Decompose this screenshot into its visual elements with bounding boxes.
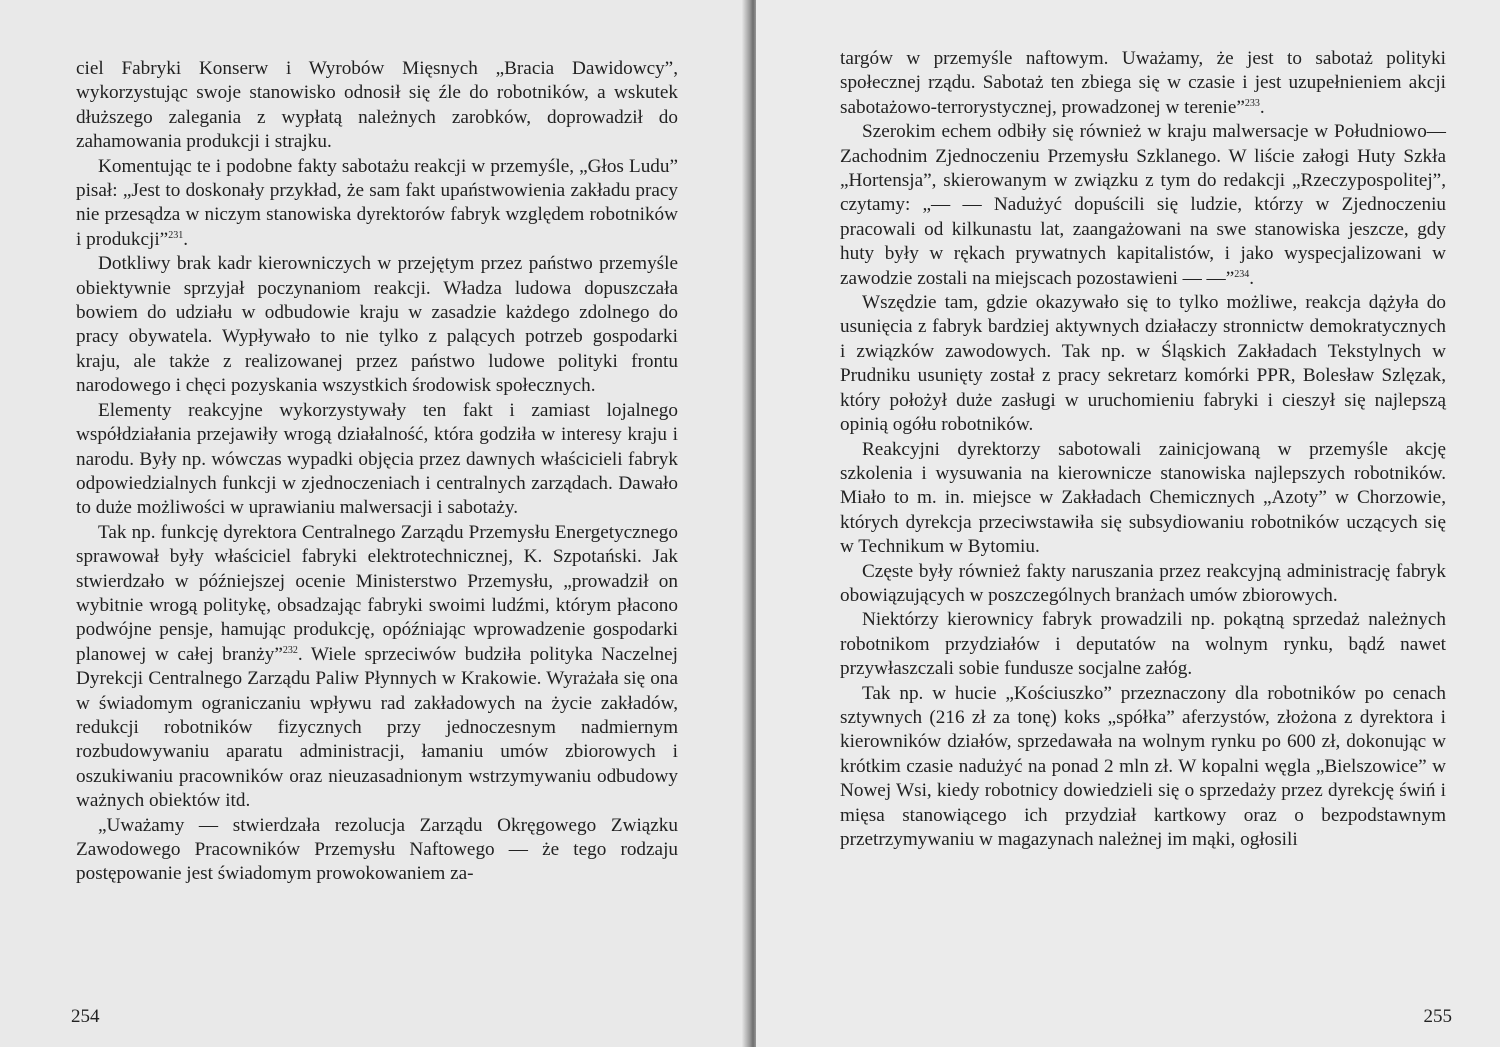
page-number-right: 255 [1423,1006,1452,1027]
left-page-text [76,57,678,887]
paragraph: Częste były również fakty naruszania przez reakcyjną administrację fabryk obowiązujących w poszczególnych branżach umów zbiorowych. [840,560,1446,606]
right-page [756,0,1500,1047]
paragraph: Elementy reakcyjne wykorzystywały ten fakt i zamiast lojalnego współdziałania przejawiły wrogą działalność, która godziła w interesy kraju i narodu. Były np. wówczas wypadki objęcia przez dawnych właścicieli fabryk odpowiedzialnych funkcji w zjednoczeniach i centralnych zarządach. Dawało to duże możliwości w uprawianiu malwersacji i sabotaży. [76,399,678,519]
left-page [0,0,748,1047]
footnote-ref: 232 [282,644,298,656]
right-page-text [840,47,1446,852]
paragraph: Komentując te i podobne fakty sabotażu reakcji w przemyśle, „Głos Ludu” pisał: „Jest to doskonały przykład, że sam fakt upaństwowienia zakładu pracy nie przesądza w niczym stanowiska dyrektorów fabryk względem robotników i produkcji”$^{231}$. [76,155,678,250]
paragraph: ciel Fabryki Konserw i Wyrobów Mięsnych „Bracia Dawidowcy”, wykorzystując swoje stanowisko odnosił się źle do robotników, a wskutek dłuższego zalegania z wypłatą należnych zarobków, doprowadził do zahamowania produkcji i strajku. [76,58,678,153]
paragraph: Dotkliwy brak kadr kierowniczych w przejętym przez państwo przemyśle obiektywnie sprzyjał poczynaniom reakcji. Władza ludowa dopuszczała bowiem do udziału w odbudowie kraju w zasadzie każdego zdolnego do pracy obywatela. Wypływało to nie tylko z palących potrzeb gospodarki kraju, ale także z realizowanej przez państwo ludowe polityki frontu narodowego i chęci pozyskania wszystkich środowisk społecznych. [76,253,678,397]
paragraph: Niektórzy kierownicy fabryk prowadzili np. pokątną sprzedaż należnych robotnikom przydziałów i deputatów na wolnym rynku, bądź nawet przywłaszczali sobie fundusze socjalne załóg. [840,609,1446,680]
page-number-left: 254 [71,1006,100,1027]
paragraph: Szerokim echem odbiły się również w kraju malwersacje w Południowo—Zachodnim Zjednoczeniu Przemysłu Szklanego. W liście załogi Huty Szkła „Hortensja”, skierowanym w związku z tym do redakcji „Rzeczypospolitej”, czytamy: „— — Nadużyć dopuścili się ludzie, którzy w Zjednoczeniu pracowali od kilkunastu lat, zaangażowani na swe stanowiska jeszcze, gdy huty były w rękach prywatnych kapitalistów, i jako wyspecjalizowani w zawodzie zostali na miejscach pozostawieni — —”$^{234}$. [840,121,1446,289]
paragraph: Wszędzie tam, gdzie okazywało się to tylko możliwe, reakcja dążyła do usunięcia z fabryk bardziej aktywnych działaczy stronnictw demokratycznych i związków zawodowych. Tak np. w Śląskich Zakładach Tekstylnych w Prudniku usunięty został z pracy sekretarz komórki PPR, Bolesław Szlęzak, który położył duże zasługi w uruchomieniu fabryki i cieszył się najlepszą opinią ogółu robotników. [840,292,1446,436]
paragraph: Reakcyjni dyrektorzy sabotowali zainicjowaną w przemyśle akcję szkolenia i wysuwania na kierownicze stanowiska najlepszych robotników. Miało to m. in. miejsce w Zakładach Chemicznych „Azoty” w Chorzowie, których dyrekcja przeciwstawiła się subsydiowaniu robotników uczących się w Technikum w Bytomiu. [840,438,1446,558]
paragraph: Tak np. funkcję dyrektora Centralnego Zarządu Przemysłu Energetycznego sprawował były właściciel fabryki elektrotechnicznej, K. Szpotański. Jak stwierdzało w późniejszej ocenie Ministerstwo Przemysłu, „prowadził on wybitnie wrogą politykę, obsadzając fabryki swoimi ludźmi, którym płacono podwójne pensje, hamując produkcję, opóźniając wprowadzenie gospodarki planowej w całej branży”$^{232}$. Wiele sprzeciwów budziła polityka Naczelnej Dyrekcji Centralnego Zarządu Paliw Płynnych w Krakowie. Wyrażała się ona w świadomym ograniczaniu wpływu rad zakładowych na życie zakładów, redukcji robotników fizycznych przy jednoczesnym nadmiernym rozbudowywaniu aparatu administracji, łamaniu umów zbiorowych i oszukiwaniu pracowników oraz nieuzasadnionym wstrzymywaniu odbudowy ważnych obiektów itd. [76,521,678,812]
paragraph: Tak np. w hucie „Kościuszko” przeznaczony dla robotników po cenach sztywnych (216 zł za tonę) koks „spółka” aferzystów, złożona z dyrektora i kierowników działów, sprzedawała na wolnym rynku po 600 zł, dokonując w krótkim czasie nadużyć na ponad 2 mln zł. W kopalni węgla „Bielszowice” w Nowej Wsi, kiedy robotnicy dowiedzieli się o sprzedaży przez dyrekcję świń i mięsa stanowiącego ich przydział kartkowy oraz o bezpodstawnym przetrzymywaniu w magazynach należnej im mąki, ogłosili [840,682,1446,850]
footnote-ref: 233 [1244,97,1260,109]
footnote-ref: 234 [1234,268,1250,280]
paragraph: targów w przemyśle naftowym. Uważamy, że jest to sabotaż polityki społecznej rządu. Sabotaż ten zbiega się w czasie i jest uzupełnieniem akcji sabotażowo-terrorystycznej, prowadzonej w terenie”$^{233}$. [840,48,1446,118]
footnote-ref: 231 [168,229,184,241]
paragraph: „Uważamy — stwierdzała rezolucja Zarządu Okręgowego Związku Zawodowego Pracowników Przemysłu Naftowego — że tego rodzaju postępowanie jest świadomym prowokowaniem za- [76,814,678,885]
